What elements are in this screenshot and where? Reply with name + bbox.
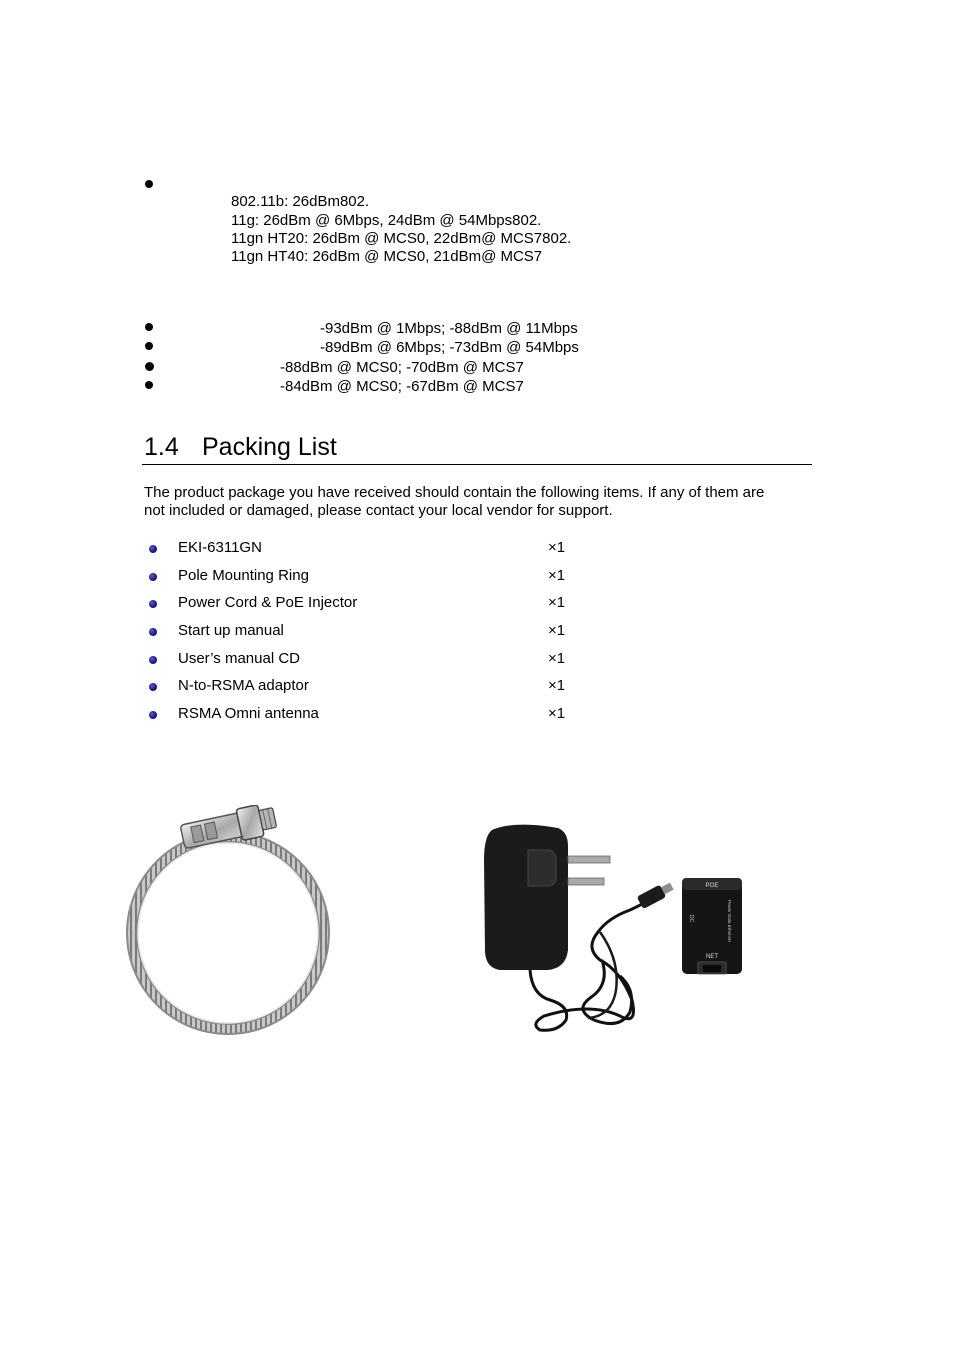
tx-power-line-3: 11gn HT20: 26dBm @ MCS0, 22dBm@ MCS7802. [231, 230, 572, 247]
injector-label-side: Power Data Ethernet [727, 900, 732, 942]
tx-power-line-2: 11g: 26dBm @ 6Mbps, 24dBm @ 54Mbps802. [231, 212, 542, 229]
rx-bullet-4 [145, 381, 153, 389]
packing-item-qty: ×1 [548, 539, 566, 556]
rx-sensitivity-2: -89dBm @ 6Mbps; -73dBm @ 54Mbps [320, 339, 579, 356]
packing-item-qty: ×1 [548, 650, 566, 667]
packing-item-name: User’s manual CD [178, 650, 300, 667]
section-divider [142, 464, 812, 465]
list-bullet [149, 628, 157, 636]
rx-sensitivity-1: -93dBm @ 1Mbps; -88dBm @ 11Mbps [320, 320, 578, 337]
injector-label-poe: POE [705, 883, 719, 889]
packing-item-qty: ×1 [548, 567, 566, 584]
section-number: 1.4 [144, 433, 179, 461]
list-bullet [149, 545, 157, 553]
rx-sensitivity-3: -88dBm @ MCS0; -70dBm @ MCS7 [280, 359, 524, 376]
tx-power-line-4: 11gn HT40: 26dBm @ MCS0, 21dBm@ MCS7 [231, 248, 543, 265]
tx-power-line-1: 802.11b: 26dBm802. [231, 193, 370, 210]
rx-bullet-1 [145, 323, 153, 331]
list-bullet [149, 656, 157, 664]
packing-item-qty: ×1 [548, 705, 566, 722]
rx-bullet-3 [145, 362, 154, 371]
packing-item-name: EKI-6311GN [178, 539, 262, 556]
injector-label-dc: DC [688, 915, 694, 923]
power-cord-poe-injector-photo [470, 820, 760, 1040]
pole-mounting-ring-photo [120, 805, 340, 1040]
packing-item-name: N-to-RSMA adaptor [178, 677, 309, 694]
section-title: Packing List [202, 433, 337, 461]
packing-item-name: RSMA Omni antenna [178, 705, 319, 722]
list-bullet [149, 600, 157, 608]
injector-label-net: NET [706, 954, 718, 960]
rx-sensitivity-4: -84dBm @ MCS0; -67dBm @ MCS7 [280, 378, 524, 395]
intro-line-1: The product package you have received should contain the following items. If any of them are [144, 484, 765, 501]
intro-line-2: not included or damaged, please contact your local vendor for support. [144, 502, 613, 519]
packing-item-qty: ×1 [548, 677, 566, 694]
packing-item-qty: ×1 [548, 594, 566, 611]
list-bullet [149, 683, 157, 691]
packing-item-name: Power Cord & PoE Injector [178, 594, 358, 611]
packing-item-name: Pole Mounting Ring [178, 567, 309, 584]
list-bullet [149, 711, 157, 719]
list-bullet [149, 573, 157, 581]
tx-power-bullet [145, 180, 153, 188]
packing-item-qty: ×1 [548, 622, 566, 639]
rx-bullet-2 [145, 342, 153, 350]
packing-item-name: Start up manual [178, 622, 284, 639]
